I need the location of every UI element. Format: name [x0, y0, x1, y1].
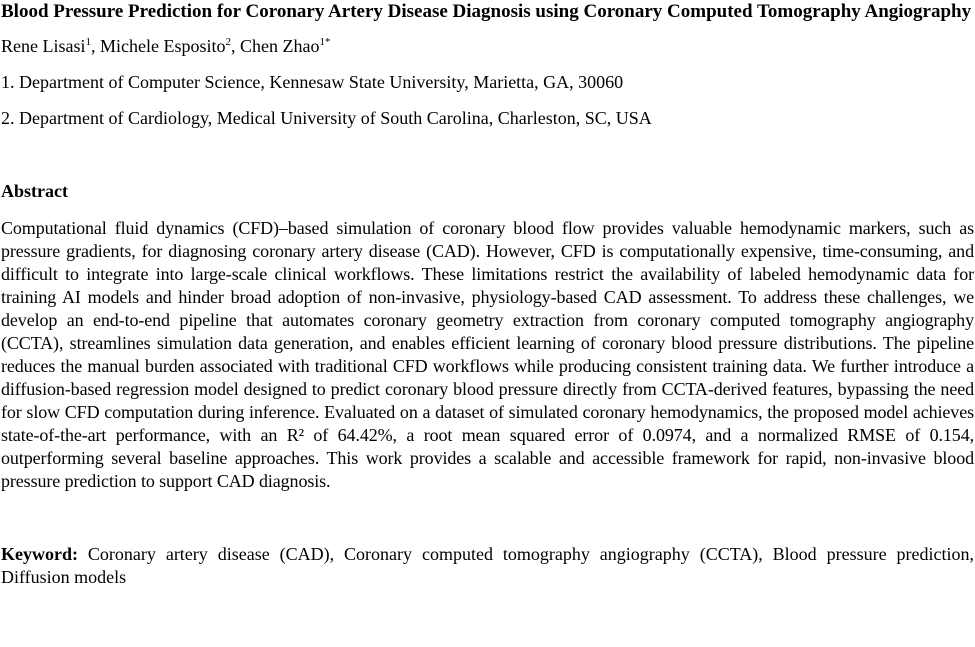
affiliation-1: 1. Department of Computer Science, Kennesaw State University, Marietta, GA, 30060 — [1, 72, 624, 92]
abstract-heading: Abstract — [1, 181, 68, 201]
keyword-text: Coronary artery disease (CAD), Coronary computed tomography angiography (CCTA), Blood pressure prediction, Diffusion models — [1, 544, 974, 587]
author-affiliation-mark: 1* — [319, 36, 331, 48]
abstract-body: Computational fluid dynamics (CFD)–based simulation of coronary blood flow provides valuable hemodynamic markers, such as pressure gradients, for diagnosing coronary artery disease (CAD). However, CFD is computationally expensive, time-consuming, and difficult to integrate into large-scale clinical workflows. These limitations restrict the availability of labeled hemodynamic data for training AI models and hinder broad adoption of non-invasive, physiology-based CAD assessment. To address these challenges, we develop an end-to-end pipeline that automates coronary geometry extraction from coronary computed tomography angiography (CCTA), streamlines simulation data generation, and enables efficient learning of coronary blood pressure distributions. The pipeline reduces the manual burden associated with traditional CFD workflows while producing consistent training data. We further introduce a diffusion-based regression model designed to predict coronary blood pressure directly from CCTA-derived features, bypassing the need for slow CFD computation during inference. Evaluated on a dataset of simulated coronary hemodynamics, the proposed model achieves state-of-the-art performance, with an R² of 64.42%, a root mean squared error of 0.0974, and a normalized RMSE of 0.154, outperforming several baseline approaches. This work provides a scalable and accessible framework for rapid, non-invasive blood pressure prediction to support CAD diagnosis. — [1, 218, 974, 491]
affiliation-2: 2. Department of Cardiology, Medical University of South Carolina, Charleston, SC, USA — [1, 108, 652, 128]
paper-page — [1, 0, 974, 589]
keyword-label: Keyword: — [1, 544, 78, 564]
author-affiliation-mark: 2 — [225, 36, 231, 48]
keywords — [1, 543, 974, 589]
author-name: Chen Zhao — [239, 36, 320, 56]
author-list — [1, 35, 974, 57]
author-separator: , — [90, 36, 100, 56]
author-name: Rene Lisasi — [1, 36, 86, 56]
author-affiliation-mark: 1 — [85, 36, 91, 48]
author-separator: , — [230, 36, 240, 56]
author-name: Michele Esposito — [99, 36, 226, 56]
paper-title: Blood Pressure Prediction for Coronary Artery Disease Diagnosis using Coronary Computed Tomography Angiography — [1, 1, 972, 22]
